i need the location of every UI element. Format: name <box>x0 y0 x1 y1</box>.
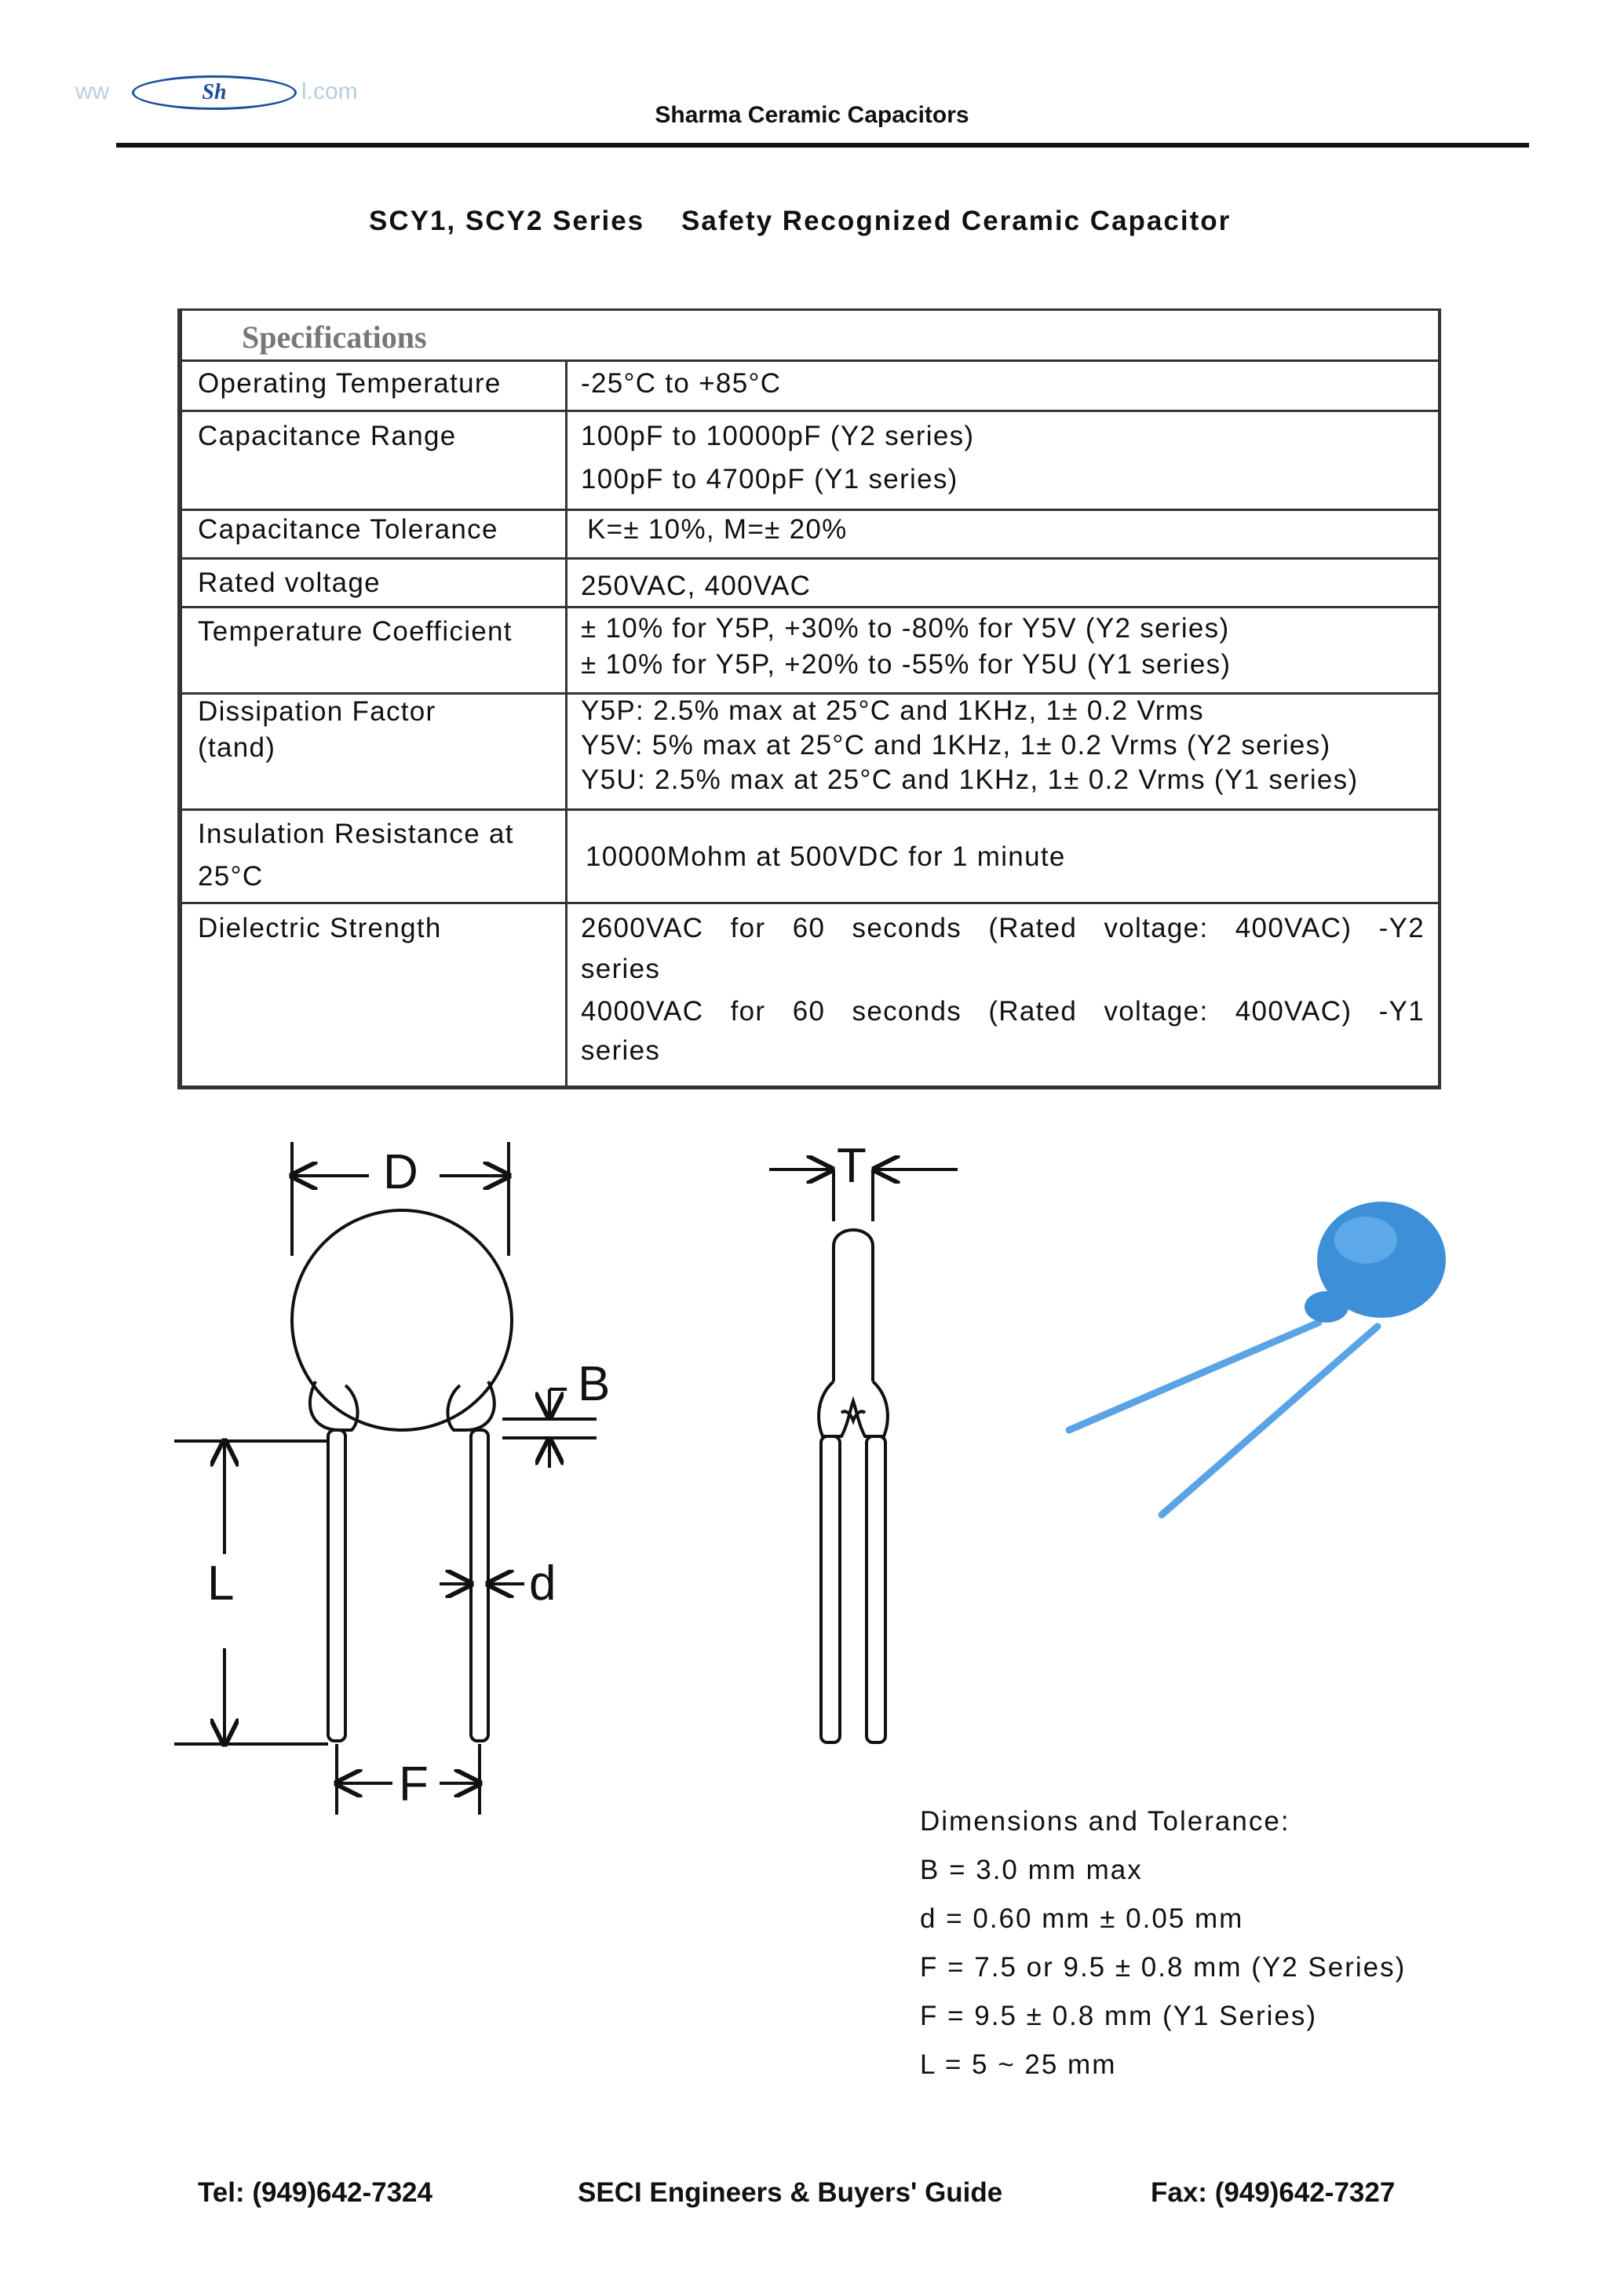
company-name: Sharma Ceramic Capacitors <box>655 102 969 128</box>
label-dissipation-factor: Dissipation Factor <box>198 696 436 727</box>
logo-suffix: l.com <box>301 78 358 104</box>
value-temperature-coefficient-2: ± 10% for Y5P, +20% to -55% for Y5U (Y1 series) <box>581 649 1232 680</box>
value-dielectric-2: series <box>581 954 661 984</box>
label-capacitance-range: Capacitance Range <box>198 421 457 451</box>
value-dielectric-3: 4000VAC for 60 seconds (Rated voltage: 400VAC) -Y1 <box>581 996 1425 1027</box>
logo-text: Sh <box>202 80 227 104</box>
capacitor-photo <box>1069 1202 1446 1515</box>
label-F: F <box>399 1757 429 1812</box>
label-insulation-resistance: Insulation Resistance at <box>198 819 514 849</box>
dimension-line: L = 5 ~ 25 mm <box>920 2049 1117 2080</box>
footer-tel: Tel: (949)642-7324 <box>198 2177 432 2208</box>
label-dissipation-tand: (tand) <box>198 732 276 763</box>
label-insulation-temp: 25°C <box>198 861 264 892</box>
dimensions-and-tolerance <box>920 1797 1406 2089</box>
value-temperature-coefficient-1: ± 10% for Y5P, +30% to -80% for Y5V (Y2 series) <box>581 613 1230 644</box>
label-dielectric-strength: Dielectric Strength <box>198 913 442 943</box>
dimensions-title: Dimensions and Tolerance: <box>920 1806 1290 1837</box>
value-capacitance-tolerance: K=± 10%, M=± 20% <box>587 514 848 545</box>
value-capacitance-range-2: 100pF to 4700pF (Y1 series) <box>581 464 958 494</box>
label-rated-voltage: Rated voltage <box>198 567 381 598</box>
document-title: SCY1, SCY2 Series Safety Recognized Ceramic Capacitor <box>369 206 1232 236</box>
value-operating-temperature: -25°C to +85°C <box>581 368 782 399</box>
value-insulation-resistance: 10000Mohm at 500VDC for 1 minute <box>586 841 1066 872</box>
label-L: L <box>207 1556 235 1611</box>
value-rated-voltage: 250VAC, 400VAC <box>581 571 812 601</box>
dimension-line: d = 0.60 mm ± 0.05 mm <box>920 1903 1244 1934</box>
value-dissipation-3: Y5U: 2.5% max at 25°C and 1KHz, 1± 0.2 Vrms (Y1 series) <box>581 764 1359 795</box>
value-dielectric-4: series <box>581 1035 661 1066</box>
label-T: T <box>837 1139 867 1193</box>
label-operating-temperature: Operating Temperature <box>198 368 502 399</box>
logo-prefix: ww <box>75 78 110 104</box>
label-B: B <box>578 1357 611 1411</box>
footer-guide: SECI Engineers & Buyers' Guide <box>578 2177 1003 2208</box>
label-D: D <box>383 1145 418 1199</box>
value-dielectric-1: 2600VAC for 60 seconds (Rated voltage: 400VAC) -Y2 <box>581 913 1425 943</box>
specifications-heading: Specifications <box>242 319 427 355</box>
side-view-drawing <box>769 1169 958 1742</box>
label-d: d <box>529 1556 557 1611</box>
dimension-line: F = 7.5 or 9.5 ± 0.8 mm (Y2 Series) <box>920 1952 1407 1983</box>
label-temperature-coefficient: Temperature Coefficient <box>198 616 513 647</box>
footer-fax: Fax: (949)642-7327 <box>1151 2177 1396 2208</box>
dimension-line: F = 9.5 ± 0.8 mm (Y1 Series) <box>920 2001 1318 2031</box>
front-view-drawing <box>174 1142 597 1815</box>
value-dissipation-2: Y5V: 5% max at 25°C and 1KHz, 1± 0.2 Vrms (Y2 series) <box>581 730 1331 761</box>
value-capacitance-range-1: 100pF to 10000pF (Y2 series) <box>581 421 975 451</box>
value-dissipation-1: Y5P: 2.5% max at 25°C and 1KHz, 1± 0.2 Vrms <box>581 695 1204 726</box>
label-capacitance-tolerance: Capacitance Tolerance <box>198 514 498 545</box>
dimension-line: B = 3.0 mm max <box>920 1855 1143 1885</box>
